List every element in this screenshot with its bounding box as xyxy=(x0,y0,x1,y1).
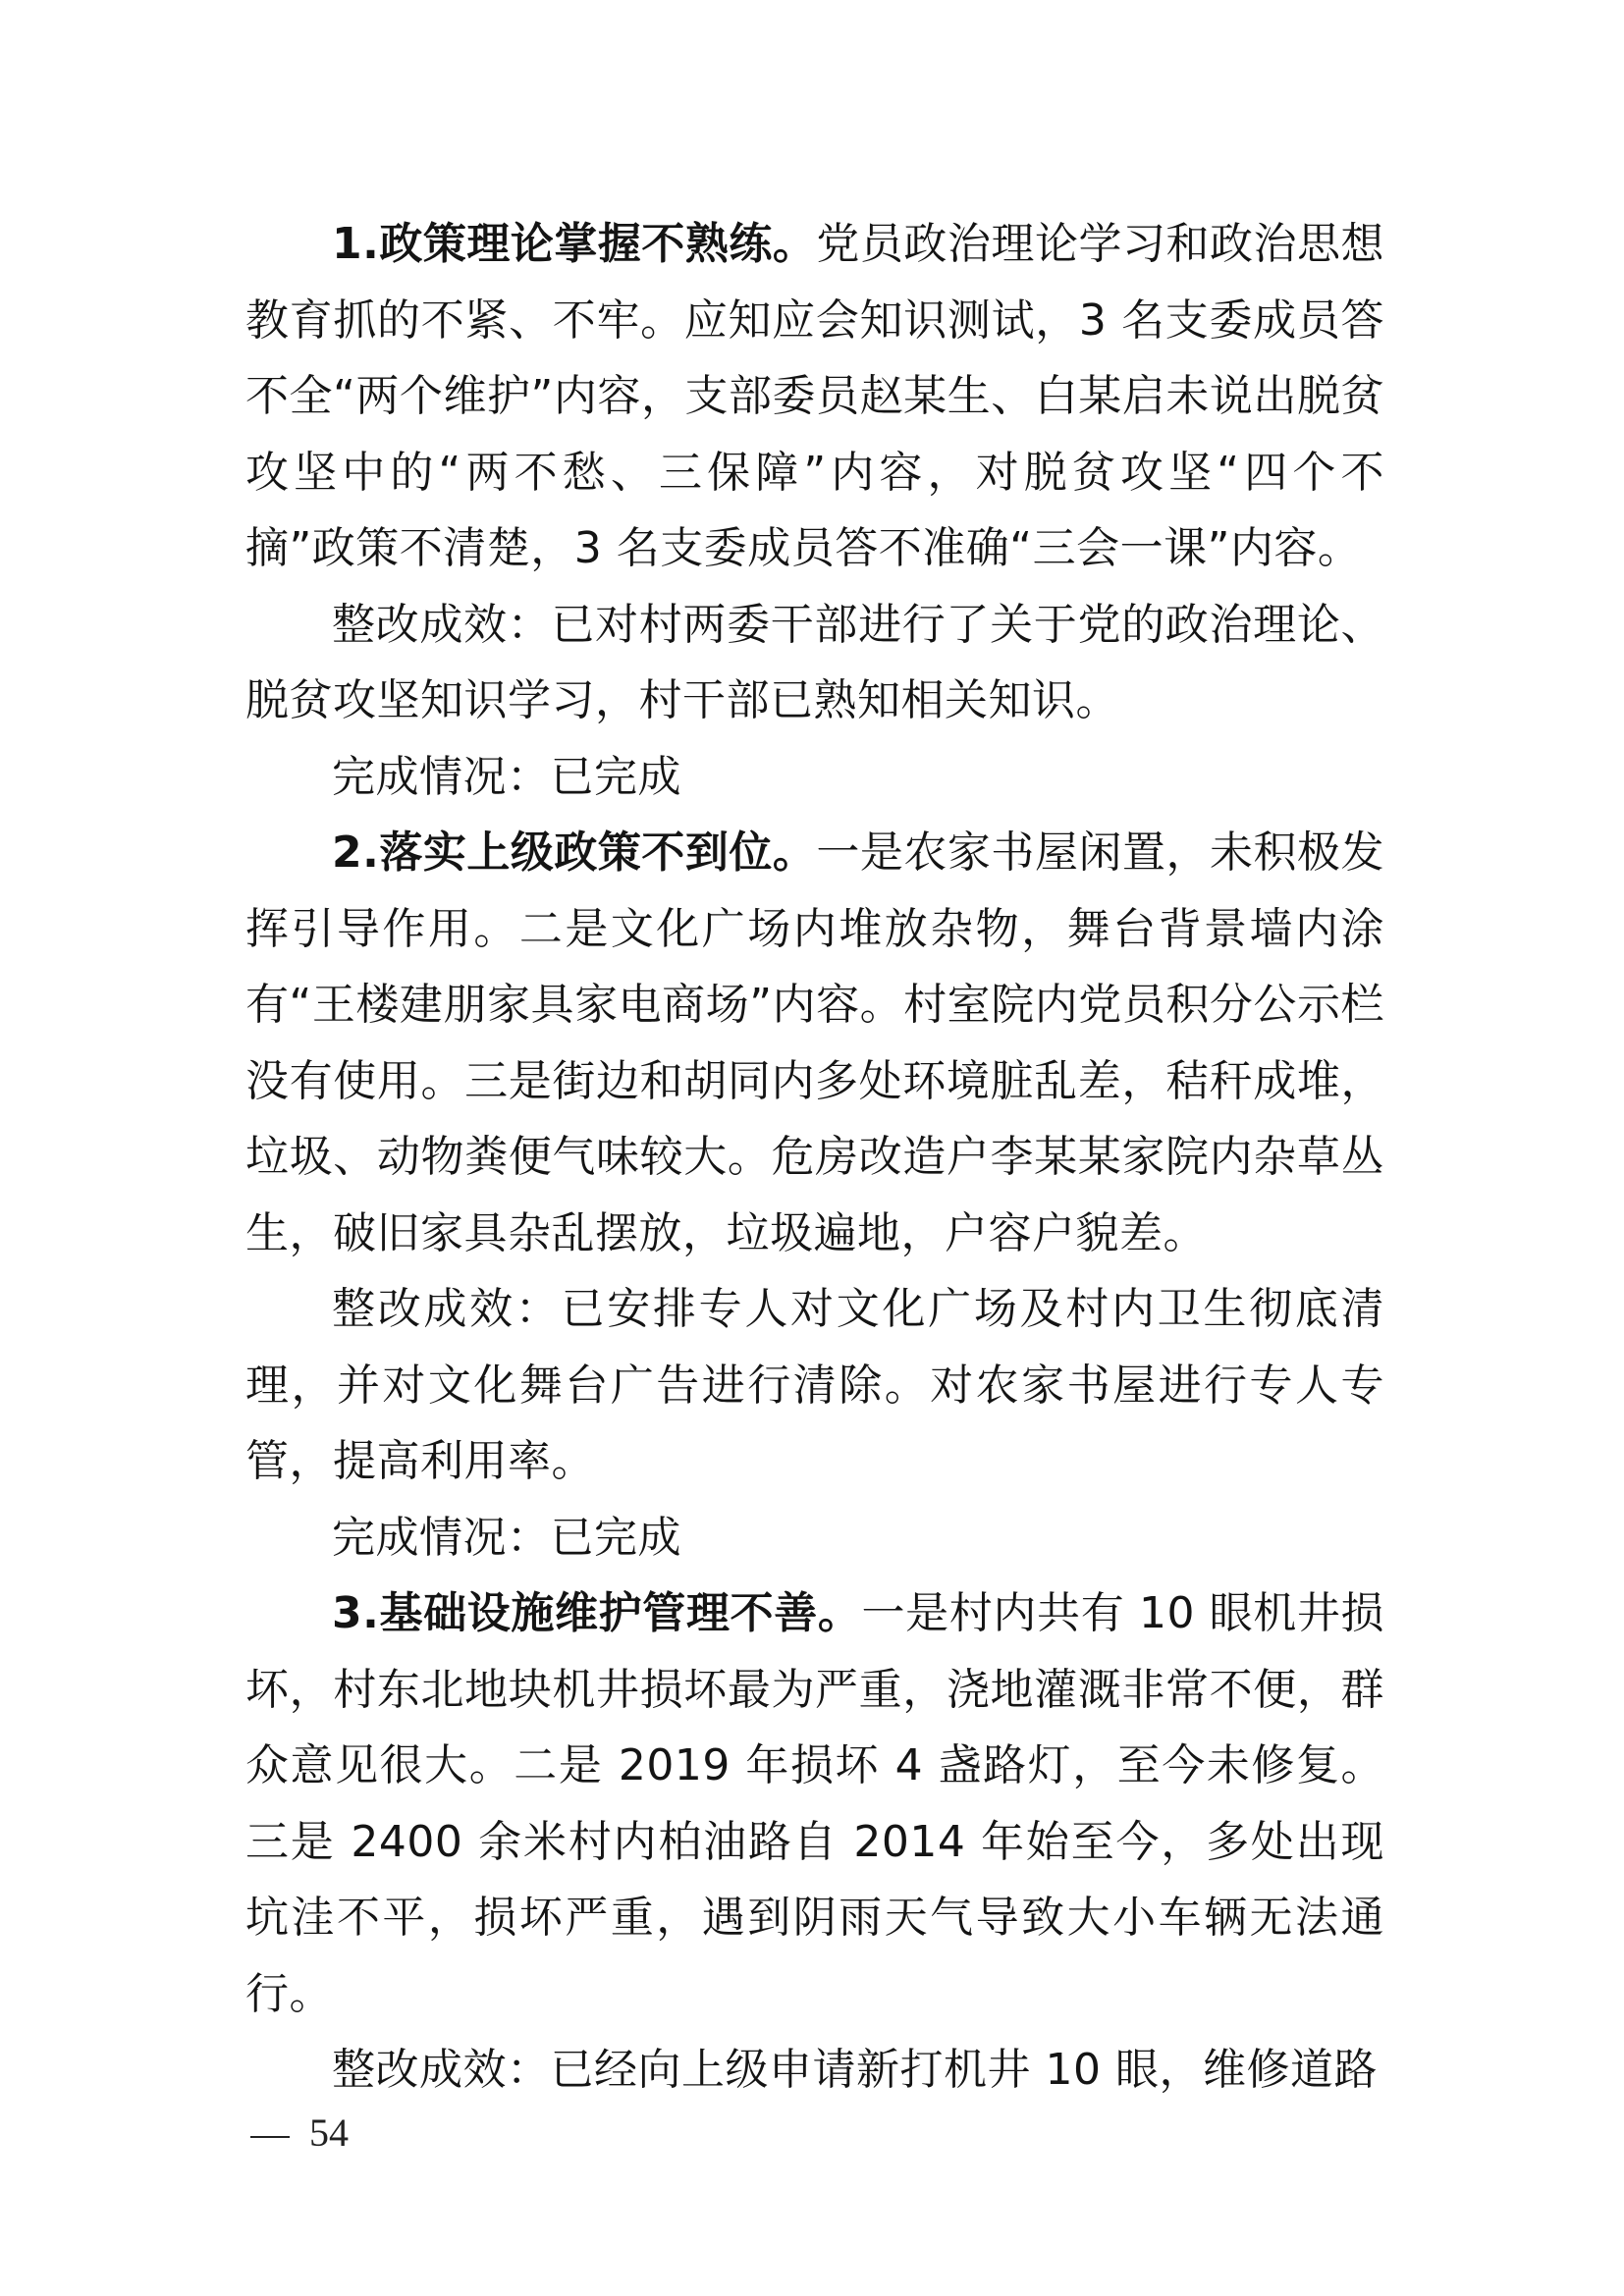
item-3-body: 一是村内共有 10 眼机井损坏，村东北地块机井损坏最为严重，浇地灌溉非常不便，群众意见很大。二是 2019 年损坏 4 盏路灯，至今未修复。三是 2400 余米村内柏油路自 2014 年始至今，多处出现坑洼不平，损坏严重，遇到阴雨天气导致大小车辆无法通行。 xyxy=(245,1588,1384,2019)
footer-dash xyxy=(250,2136,290,2138)
item-1-body: 党员政治理论学习和政治思想教育抓的不紧、不牢。应知应会知识测试，3 名支委成员答不全“两个维护”内容，支部委员赵某生、白某启未说出脱贫攻坚中的“两不愁、三保障”内容，对脱贫攻坚“四个不摘”政策不清楚，3 名支委成员答不准确“三会一课”内容。 xyxy=(245,219,1384,573)
item-2-status: 完成情况：已完成 xyxy=(332,1512,681,1563)
item-2-body: 一是农家书屋闲置，未积极发挥引导作用。二是文化广场内堆放杂物，舞台背景墙内涂有“王楼建朋家具家电商场”内容。村室院内党员积分公示栏没有使用。三是街边和胡同内多处环境脏乱差，秸秆成堆，垃圾、动物粪便气味较大。危房改造户李某某家院内杂草丛生，破旧家具杂乱摆放，垃圾遍地，户容户貌差。 xyxy=(245,828,1384,1258)
item-2-heading: 2.落实上级政策不到位。 xyxy=(332,828,817,878)
item-3-result: 整改成效：已经向上级申请新打机井 10 眼，维修道路 xyxy=(332,2045,1378,2095)
page-number: 54 xyxy=(309,2110,349,2155)
page-footer xyxy=(250,2109,349,2158)
document-body xyxy=(245,206,1384,2109)
item-3-paragraph xyxy=(245,1575,1384,2032)
item-1-paragraph xyxy=(245,206,1384,587)
item-2-paragraph xyxy=(245,815,1384,1271)
item-1-status: 完成情况：已完成 xyxy=(332,751,681,802)
item-1-heading: 1.政策理论掌握不熟练。 xyxy=(332,219,817,269)
item-3-heading: 3.基础设施维护管理不善。 xyxy=(332,1588,862,1638)
item-2-result: 整改成效：已安排专人对文化广场及村内卫生彻底清理，并对文化舞台广告进行清除。对农家书屋进行专人专管，提高利用率。 xyxy=(245,1284,1384,1486)
item-1-result: 整改成效：已对村两委干部进行了关于党的政治理论、脱贫攻坚知识学习，村干部已熟知相关知识。 xyxy=(245,599,1384,725)
